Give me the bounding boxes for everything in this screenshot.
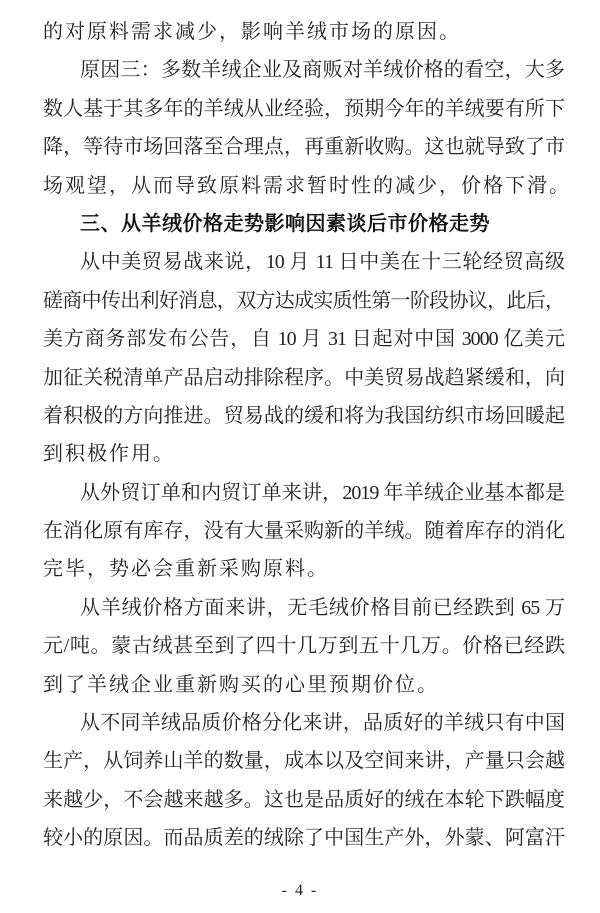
text-line: 美方商务部发布公告，自 10 月 31 日起对中国 3000 亿美元	[43, 328, 564, 351]
text-line: 的对原料需求减少，影响羊绒市场的原因。	[43, 21, 461, 43]
text-line: 到了羊绒企业重新购买的心里预期价位。	[43, 673, 439, 696]
text-line: 原因三：多数羊绒企业及商贩对羊绒价格的看空，大多	[80, 59, 564, 82]
document-body	[43, 13, 571, 858]
page-number: - 4 -	[281, 882, 319, 899]
text-line: 降，等待市场回落至合理点，再重新收购。这也就导致了市	[43, 136, 564, 159]
section-heading: 三、从羊绒价格走势影响因素谈后市价格走势	[80, 212, 490, 235]
text-line: 从外贸订单和内贸订单来讲，2019 年羊绒企业基本都是	[80, 481, 564, 504]
text-line: 数人基于其多年的羊绒从业经验，预期今年的羊绒要有所下	[43, 97, 564, 120]
text-line: 场观望，从而导致原料需求暂时性的减少，价格下滑。	[43, 174, 571, 197]
text-line: 从中美贸易战来说，10 月 11 日中美在十三轮经贸高级	[80, 251, 564, 274]
text-line: 在消化原有库存，没有大量采购新的羊绒。随着库存的消化	[43, 520, 564, 543]
text-line: 完毕，势必会重新采购原料。	[43, 558, 329, 581]
text-line: 较小的原因。而品质差的绒除了中国生产外，外蒙、阿富汗	[43, 827, 564, 850]
text-line: 从羊绒价格方面来讲，无毛绒价格目前已经跌到 65 万	[80, 596, 564, 619]
text-line: 着积极的方向推进。贸易战的缓和将为我国纺织市场回暖起	[43, 404, 564, 427]
text-line: 来越少，不会越来越多。这也是品质好的绒在本轮下跌幅度	[43, 788, 564, 811]
text-line: 从不同羊绒品质价格分化来讲，品质好的羊绒只有中国	[80, 712, 564, 735]
text-line: 到积极作用。	[43, 443, 175, 466]
text-line: 磋商中传出利好消息，双方达成实质性第一阶段协议，此后，	[43, 289, 564, 312]
text-line: 生产，从饲养山羊的数量，成本以及空间来讲，产量只会越	[43, 750, 564, 773]
text-line: 加征关税清单产品启动排除程序。中美贸易战趋紧缓和，向	[43, 366, 564, 389]
text-line: 元/吨。蒙古绒甚至到了四十几万到五十几万。价格已经跌	[43, 635, 564, 658]
